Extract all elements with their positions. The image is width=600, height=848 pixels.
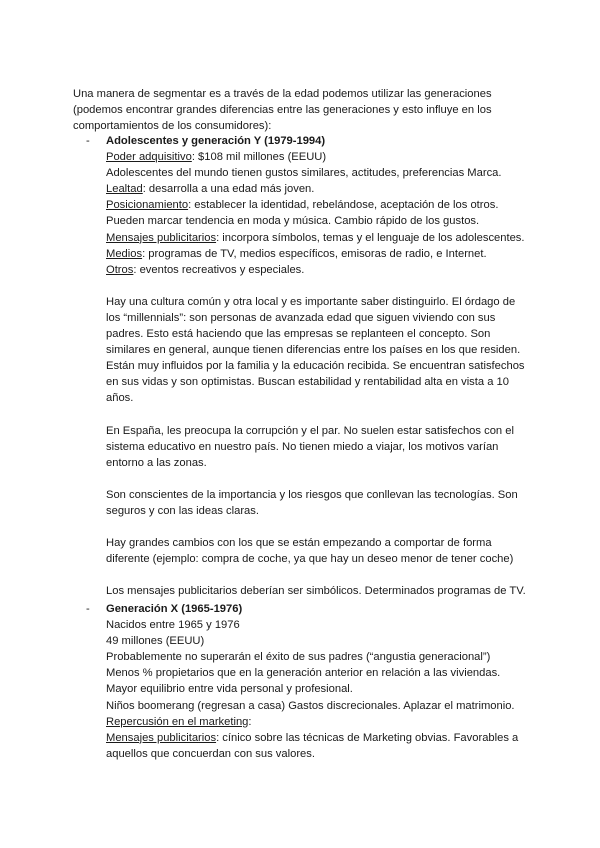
mensajes-label: Mensajes publicitarios xyxy=(106,231,217,244)
paragraph-millennials: Hay una cultura común y otra local y es importante saber distinguirlo. El órdago de los “millennials”: son personas de avanzada edad que siguen viviendo con sus padres. Esto está haciendo que las empresas se replanteen el concepto. Son similares en general, aunque tienen diferencias entre los países en los que residen. Están muy influidos por la familia y la educación recibida. Se encuentran satisfechos en sus vidas y son optimistas. Buscan estabilidad y rentabilidad alta en vista a 10 años. xyxy=(106,295,525,405)
section-title: Generación X (1965-1976) xyxy=(106,603,243,615)
lealtad-label: Lealtad xyxy=(106,183,143,196)
otros-label: Otros xyxy=(106,263,134,276)
posicionamiento-value: : establecer la identidad, rebelándose, aceptación de los otros. xyxy=(188,199,499,212)
bullet-marker: - xyxy=(86,603,90,615)
paragraph-espana: En España, les preocupa la corrupción y el par. No suelen estar satisfechos con el sistema educativo en nuestro país. No tienen miedo a viajar, los motivos varían entorno a las zonas. xyxy=(106,424,514,469)
millones-line: 49 millones (EEUU) xyxy=(106,635,205,648)
repercusion-colon: : xyxy=(248,715,252,728)
boomerang-line: Niños boomerang (regresan a casa) Gastos discrecionales. Aplazar el matrimonio. xyxy=(106,699,515,712)
repercusion-label: Repercusión en el marketing xyxy=(106,715,249,728)
poder-line xyxy=(106,149,528,165)
nacidos-line: Nacidos entre 1965 y 1976 xyxy=(106,619,240,632)
lealtad-line xyxy=(106,181,528,197)
medios-line xyxy=(106,246,528,262)
section-generation-x xyxy=(88,601,528,762)
section-generation-y xyxy=(88,133,528,599)
moda-line: Pueden marcar tendencia en moda y música. Cambio rápido de los gustos. xyxy=(106,215,480,228)
otros-line xyxy=(106,262,528,278)
posicionamiento-label: Posicionamiento xyxy=(106,199,189,212)
repercusion-line xyxy=(106,714,528,730)
mensajes-line xyxy=(106,230,528,246)
lealtad-value: : desarrolla a una edad más joven. xyxy=(142,183,315,196)
equilibrio-line: Mayor equilibrio entre vida personal y profesional. xyxy=(106,683,353,696)
paragraph-mensajes: Los mensajes publicitarios deberían ser simbólicos. Determinados programas de TV. xyxy=(106,585,526,598)
adolescentes-line: Adolescentes del mundo tienen gustos similares, actitudes, preferencias Marca. xyxy=(106,167,502,180)
otros-value: : eventos recreativos y especiales. xyxy=(133,263,305,276)
mensajes-value: : cínico sobre las técnicas de Marketing obvias. Favorables a aquellos que concuerdan con sus valores. xyxy=(106,731,519,760)
poder-label: Poder adquisitivo xyxy=(106,151,192,164)
section-content xyxy=(106,133,528,599)
posicionamiento-line xyxy=(106,197,528,213)
mensajes-label: Mensajes publicitarios xyxy=(106,731,217,744)
intro-paragraph: Una manera de segmentar es a través de la edad podemos utilizar las generaciones (podemos encontrar grandes diferencias entre las generaciones y esto influye en los comportamientos de los consumidores): xyxy=(73,88,492,133)
section-content xyxy=(106,601,528,762)
medios-value: : programas de TV, medios específicos, emisoras de radio, e Internet. xyxy=(142,247,487,260)
medios-label: Medios xyxy=(106,247,143,260)
propietarios-line: Menos % propietarios que en la generación anterior en relación a las viviendas. xyxy=(106,667,501,680)
poder-value: : $108 mil millones (EEUU) xyxy=(191,151,327,164)
angustia-line: Probablemente no superarán el éxito de sus padres (“angustia generacional”) xyxy=(106,651,491,664)
paragraph-cambios: Hay grandes cambios con los que se están empezando a comportar de forma diferente (ejemplo: compra de coche, ya que hay un deseo menor de tener coche) xyxy=(106,536,514,566)
bullet-marker: - xyxy=(86,135,90,147)
paragraph-tecnologias: Son conscientes de la importancia y los riesgos que conllevan las tecnologías. Son seguros y con las ideas claras. xyxy=(106,488,518,517)
mensajes-line xyxy=(106,730,528,762)
section-title: Adolescentes y generación Y (1979-1994) xyxy=(106,135,326,147)
mensajes-value: : incorpora símbolos, temas y el lenguaje de los adolescentes. xyxy=(216,231,525,244)
